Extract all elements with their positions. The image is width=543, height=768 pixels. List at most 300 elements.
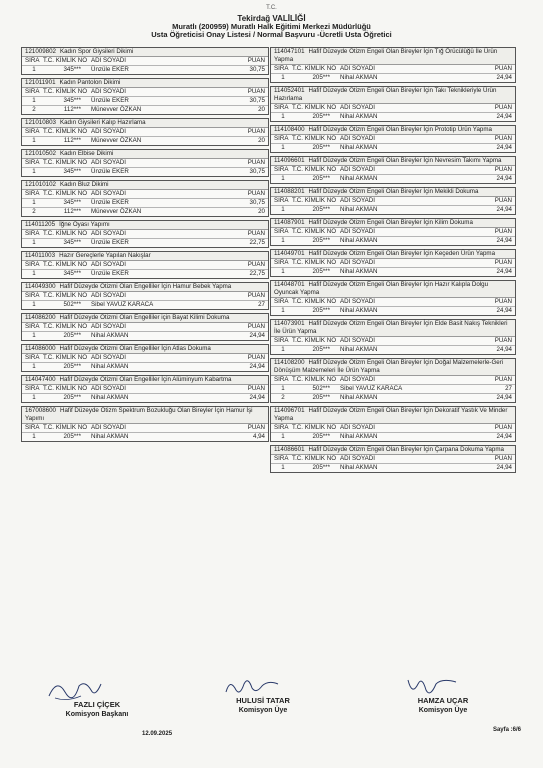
header-puan: PUAN [494,197,512,204]
cell-name: Ünzüle EKER [91,66,129,73]
course-code: 114088201 [274,188,305,195]
course-box [270,280,516,316]
course-title [22,221,268,230]
cell-puan: 24,94 [496,74,512,81]
header-sira: SIRA [25,385,40,392]
header-sira: SIRA [274,376,289,383]
header-name: ADI SOYADI [340,135,375,142]
header-puan: PUAN [247,261,265,268]
header-tc: T.C. KİMLİK NO [292,197,337,204]
course-box [270,406,516,442]
cell-tc: 205*** [312,175,330,182]
table-header [271,228,515,236]
header-tc: T.C. KİMLİK NO [43,230,88,237]
course-code: 121010502 [25,150,56,157]
cell-name: Nihal AKMAN [340,144,378,151]
header-name: ADI SOYADI [340,104,375,111]
cell-tc: 205*** [312,268,330,275]
header-sira: SIRA [274,259,289,266]
course-code: 121009802 [25,48,56,55]
header-puan: PUAN [247,57,265,64]
course-title [22,119,268,128]
course-box [21,149,269,177]
table-row [271,345,515,354]
signature-2-name: HULUSİ TATAR [236,696,290,705]
course-code: 121010803 [25,119,56,126]
header-sira: SIRA [274,135,289,142]
header-puan: PUAN [247,292,265,299]
table-row [271,205,515,214]
course-box [21,344,269,372]
header-puan: PUAN [247,128,265,135]
cell-name: Nihal AKMAN [91,332,129,339]
cell-name: Münevver ÖZKAN [91,106,142,113]
cell-name: Nihal AKMAN [340,175,378,182]
course-name: Hafif Düzeyde Otizmi Olan Engelliler için Bayat Kilimi Dokuma [59,314,230,321]
header-puan: PUAN [494,104,512,111]
cell-tc: 502*** [312,385,330,392]
header-name: ADI SOYADI [340,65,375,72]
course-code: 114108200 [274,359,305,366]
course-name: İğne Oyası Yapımı [59,221,110,228]
header-name: ADI SOYADI [91,159,126,166]
cell-puan: 24,94 [496,433,512,440]
course-code: 114052401 [274,87,305,94]
cell-puan: 24,94 [496,394,512,401]
cell-sira: 1 [32,239,36,246]
table-header [271,104,515,112]
header-puan: PUAN [247,385,265,392]
course-title [22,79,268,88]
cell-name: Nihal AKMAN [340,464,378,471]
header-sira: SIRA [25,159,40,166]
header-institution: Muratlı (200959) Muratlı Halk Eğitimi Merkezi Müdürlüğü [172,22,371,31]
header-sira: SIRA [274,455,289,462]
cell-tc: 205*** [63,363,81,370]
header-name: ADI SOYADI [340,424,375,431]
table-row [271,432,515,441]
cell-tc: 345*** [63,199,81,206]
table-header [271,455,515,463]
header-tc: T.C. KİMLİK NO [292,424,337,431]
header-puan: PUAN [494,298,512,305]
course-name: Kadın Giysileri Kalıp Hazırlama [59,119,146,126]
header-tc: T.C. KİMLİK NO [292,298,337,305]
header-tc: T.C. KİMLİK NO [292,337,337,344]
cell-puan: 24,94 [249,394,265,401]
course-title [22,376,268,385]
header-tc: T.C. KİMLİK NO [43,385,88,392]
course-title [271,281,515,298]
cell-tc: 205*** [312,144,330,151]
cell-name: Nihal AKMAN [340,268,378,275]
cell-tc: 205*** [312,206,330,213]
header-puan: PUAN [247,159,265,166]
cell-sira: 1 [281,346,285,353]
course-name: Hafif Düzeyde Otizm Engeli Olan Bireyler İçin Nevresim Takımı Yapma [308,157,502,164]
header-name: ADI SOYADI [340,455,375,462]
table-row [22,300,268,309]
course-box [270,187,516,215]
header-sira: SIRA [25,292,40,299]
cell-name: Ünzüle EKER [91,270,129,277]
table-header [22,230,268,238]
cell-sira: 2 [281,394,285,401]
course-title [22,283,268,292]
header-tc: T.C. KİMLİK NO [43,57,88,64]
course-box [270,319,516,355]
table-header [22,354,268,362]
course-name: Hazır Gereçlerle Yapılan Nakışlar [59,252,151,259]
table-row [271,236,515,245]
cell-puan: 24,94 [496,175,512,182]
cell-puan: 30,75 [249,168,265,175]
header-name: ADI SOYADI [91,88,126,95]
cell-puan: 22,75 [249,239,265,246]
course-code: 114047400 [25,376,56,383]
course-title [271,48,515,65]
cell-tc: 345*** [63,168,81,175]
course-name: Hafif Düzeyde Otizm Engeli Olan Bireyler İçin Mekikli Dokuma [308,188,479,195]
cell-name: Münevver ÖZKAN [91,137,142,144]
course-title [22,407,268,424]
cell-sira: 1 [281,237,285,244]
header-name: ADI SOYADI [340,197,375,204]
cell-tc: 205*** [312,464,330,471]
header-name: ADI SOYADI [340,298,375,305]
course-title [22,314,268,323]
header-puan: PUAN [494,424,512,431]
header-tc: T.C. KİMLİK NO [292,135,337,142]
course-title [271,188,515,197]
cell-sira: 1 [281,175,285,182]
header-tc: T.C. KİMLİK NO [43,190,88,197]
cell-puan: 24,94 [496,346,512,353]
header-sira: SIRA [25,190,40,197]
course-code: 114048701 [274,281,305,288]
header-tc: T.C. KİMLİK NO [43,128,88,135]
course-code: 114096601 [274,157,305,164]
cell-sira: 2 [32,106,36,113]
cell-puan: 27 [505,385,512,392]
document-date: 12.09.2025 [142,731,173,737]
course-title [271,87,515,104]
table-row [22,331,268,340]
cell-tc: 345*** [63,97,81,104]
cell-puan: 24,94 [496,464,512,471]
course-name: Kadın Bluz Dikimi [59,181,109,188]
page-number: Sayfa :6/6 [492,727,521,733]
cell-sira: 1 [281,464,285,471]
header-tc: T.C. KİMLİK NO [292,104,337,111]
header-name: ADI SOYADI [91,57,126,64]
course-box [270,218,516,246]
header-tc: T.C. KİMLİK NO [292,455,337,462]
left-column [21,47,269,445]
course-box [270,156,516,184]
course-name: Hafif Düzeyde Otizmi Olan Engelliler İçin Alüminyum Kabartma [59,376,232,383]
course-name: Hafif Düzeyde Otizm Engeli Olan Bireyler İçin Kilim Dokuma [308,219,473,226]
header-tc: T.C. KİMLİK NO [43,323,88,330]
course-name: Hafif Düzeyde Otizm Engeli Olan Bireyler İçin Keçeden Ürün Yapma [308,250,496,257]
cell-name: Ünzüle EKER [91,199,129,206]
cell-sira: 2 [32,208,36,215]
table-row [22,269,268,278]
course-name: Kadın Elbise Dikimi [59,150,114,157]
cell-sira: 1 [32,199,36,206]
table-row [22,65,268,74]
table-header [271,298,515,306]
header-name: ADI SOYADI [91,424,126,431]
cell-puan: 24,94 [496,144,512,151]
cell-sira: 1 [32,433,36,440]
course-name: Hafif Düzeyde Otizmi Olan Engelliler İçin Atlas Dokuma [59,345,211,352]
header-sira: SIRA [274,337,289,344]
header-puan: PUAN [247,190,265,197]
right-column [270,47,516,476]
cell-sira: 1 [281,385,285,392]
cell-name: Ünzüle EKER [91,97,129,104]
course-name: Hafif Düzeyde Otizm Engeli Olan Bireyler İçin Hazır Kalıpla Dolgu Oyuncak Yapma [274,281,489,296]
header-puan: PUAN [494,337,512,344]
cell-sira: 1 [281,206,285,213]
header-tc: T.C. KİMLİK NO [292,376,337,383]
table-row [22,167,268,176]
header-sira: SIRA [274,424,289,431]
course-box [270,445,516,473]
table-row [271,393,515,402]
table-header [22,292,268,300]
course-box [21,406,269,442]
header-tc: T.C. KİMLİK NO [292,228,337,235]
header-sira: SIRA [274,166,289,173]
course-title [271,157,515,166]
header-sira: SIRA [25,88,40,95]
course-code: 167008600 [25,407,56,414]
course-name: Hafif Düzeyde Otizm Engeli Olan Bireyler İçin Çarpana Dokuma Yapma [308,446,504,453]
cell-name: Nihal AKMAN [91,433,129,440]
cell-puan: 24,94 [496,307,512,314]
cell-name: Nihal AKMAN [340,206,378,213]
table-row [22,105,268,114]
cell-sira: 1 [32,66,36,73]
table-header [22,57,268,65]
course-box [21,251,269,279]
course-box [270,86,516,122]
header-puan: PUAN [494,228,512,235]
header-governorship: Tekirdağ VALİLİĞİ [237,14,306,23]
cell-puan: 22,75 [249,270,265,277]
cell-tc: 345*** [63,270,81,277]
cell-name: Ünzüle EKER [91,168,129,175]
table-header [271,337,515,345]
cell-puan: 30,75 [249,66,265,73]
cell-puan: 4,94 [252,433,265,440]
cell-sira: 1 [32,270,36,277]
table-row [271,174,515,183]
cell-name: Münevver ÖZKAN [91,208,142,215]
signature-3-role: Komisyon Üye [418,707,468,714]
header-tc: T.C. KİMLİK NO [43,88,88,95]
cell-puan: 30,75 [249,97,265,104]
cell-tc: 205*** [63,433,81,440]
cell-puan: 27 [258,301,265,308]
signature-1-role: Komisyon Başkanı [65,711,129,718]
cell-puan: 24,94 [249,363,265,370]
header-tc: T.C. KİMLİK NO [43,261,88,268]
course-code: 114086601 [274,446,305,453]
header-tc: T.C. KİMLİK NO [292,259,337,266]
header-puan: PUAN [247,354,265,361]
cell-puan: 24,94 [496,206,512,213]
course-title [271,359,515,376]
cell-tc: 502*** [63,301,81,308]
cell-tc: 205*** [312,307,330,314]
cell-tc: 345*** [63,239,81,246]
course-code: 114011003 [25,252,56,259]
cell-tc: 205*** [63,332,81,339]
course-title [22,150,268,159]
header-puan: PUAN [247,424,265,431]
cell-name: Nihal AKMAN [340,237,378,244]
cell-sira: 1 [281,113,285,120]
header-puan: PUAN [494,65,512,72]
course-code: 121010102 [25,181,56,188]
cell-sira: 1 [32,137,36,144]
table-row [22,136,268,145]
course-title [22,48,268,57]
cell-name: Nihal AKMAN [340,433,378,440]
table-row [271,384,515,393]
course-box [21,375,269,403]
course-name: Hafif Düzeyde Otizm Engeli Olan Bireyler İçin Tığ Örücülüğü İle Ürün Yapma [274,48,498,63]
cell-puan: 20 [258,106,265,113]
course-code: 121011901 [25,79,56,86]
signature-1 [62,700,132,718]
header-puan: PUAN [247,230,265,237]
header-name: ADI SOYADI [340,376,375,383]
table-row [22,362,268,371]
table-row [271,112,515,121]
course-box [21,180,269,217]
table-row [22,432,268,441]
course-title [22,181,268,190]
cell-puan: 24,94 [496,113,512,120]
header-sira: SIRA [25,128,40,135]
header-name: ADI SOYADI [91,128,126,135]
signature-1-name: FAZLI ÇİÇEK [73,700,121,709]
course-code: 114096701 [274,407,305,414]
course-box [21,78,269,115]
cell-tc: 205*** [63,394,81,401]
header-name: ADI SOYADI [91,190,126,197]
table-row [271,306,515,315]
header-sira: SIRA [25,230,40,237]
header-sira: SIRA [274,104,289,111]
table-row [22,393,268,402]
header-puan: PUAN [494,455,512,462]
signature-3-name: HAMZA UÇAR [417,696,469,705]
cell-puan: 24,94 [249,332,265,339]
cell-sira: 1 [32,97,36,104]
signature-2-role: Komisyon Üye [238,707,288,714]
table-header [22,385,268,393]
course-code: 114049701 [274,250,305,257]
course-box [270,47,516,83]
header-name: ADI SOYADI [340,259,375,266]
header-sira: SIRA [274,65,289,72]
course-box [270,358,516,403]
course-name: Hafif Düzeyde Otizmi Olan Engelliler İçin Hamur Bebek Yapma [59,283,232,290]
header-tc: T.C. [266,5,277,11]
header-tc: T.C. KİMLİK NO [43,354,88,361]
cell-sira: 1 [32,363,36,370]
cell-name: Nihal AKMAN [340,346,378,353]
course-code: 114108400 [274,126,305,133]
header-tc: T.C. KİMLİK NO [43,292,88,299]
cell-name: Sibel YAVUZ KARACA [340,385,403,392]
cell-tc: 205*** [312,394,330,401]
header-name: ADI SOYADI [340,337,375,344]
cell-tc: 205*** [312,113,330,120]
cell-tc: 112*** [63,106,81,113]
header-sira: SIRA [25,261,40,268]
header-puan: PUAN [494,376,512,383]
course-box [21,47,269,75]
cell-puan: 20 [258,208,265,215]
header-tc: T.C. KİMLİK NO [43,159,88,166]
course-box [21,282,269,310]
header-sira: SIRA [25,354,40,361]
table-header [271,135,515,143]
cell-name: Nihal AKMAN [340,74,378,81]
table-header [271,424,515,432]
header-tc: T.C. KİMLİK NO [43,424,88,431]
course-code: 114073901 [274,320,305,327]
course-code: 114087901 [274,219,305,226]
signature-block [0,672,543,742]
course-name: Hafif Düzeyde Otizm Engeli Olan Bireyler İçin Prototip Ürün Yapma [308,126,492,133]
table-header [22,424,268,432]
signature-2 [228,696,298,714]
header-sira: SIRA [274,197,289,204]
cell-name: Ünzüle EKER [91,239,129,246]
table-row [271,267,515,276]
header-name: ADI SOYADI [91,230,126,237]
cell-tc: 112*** [63,208,81,215]
header-tc: T.C. KİMLİK NO [292,166,337,173]
table-row [271,143,515,152]
course-code: 114047101 [274,48,305,55]
course-box [21,118,269,146]
course-box [21,313,269,341]
cell-sira: 1 [281,144,285,151]
course-box [270,125,516,153]
header-puan: PUAN [247,323,265,330]
header-sira: SIRA [274,228,289,235]
header-name: ADI SOYADI [340,166,375,173]
course-code: 114011205 [25,221,56,228]
cell-name: Nihal AKMAN [91,394,129,401]
course-title [271,446,515,455]
table-header [22,88,268,96]
course-name: Hafif Düzeyde Otizm Engeli Olan Bireyler İçin Dekoratif Yastık Ve Minder Yapma [274,407,508,422]
cell-sira: 1 [32,394,36,401]
header-sira: SIRA [25,323,40,330]
cell-puan: 30,75 [249,199,265,206]
cell-tc: 205*** [312,433,330,440]
course-box [21,220,269,248]
